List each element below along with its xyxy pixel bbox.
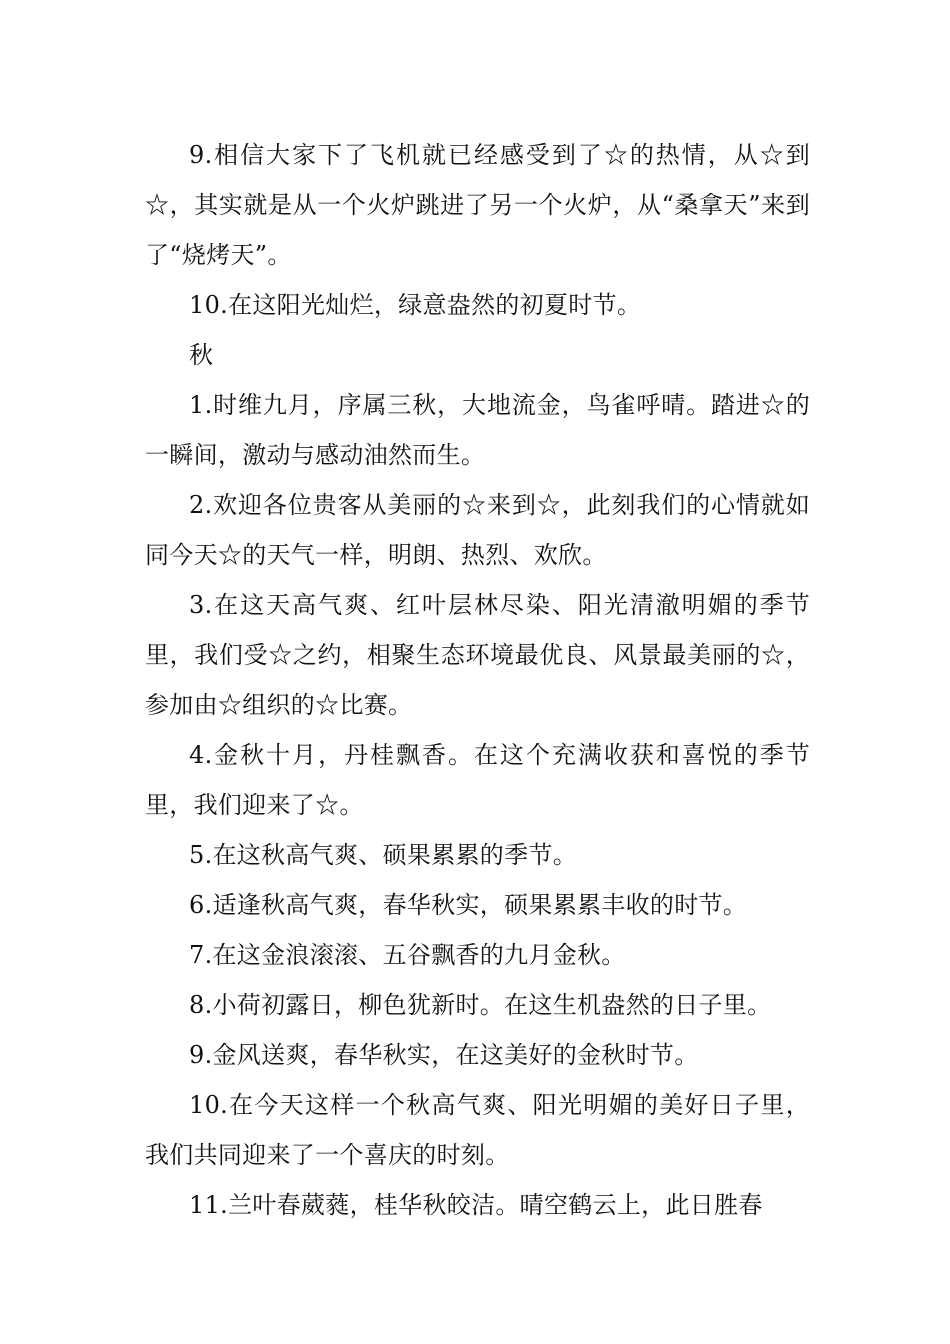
paragraph-10-summer: 10.在这阳光灿烂，绿意盎然的初夏时节。 (189, 291, 642, 319)
section-heading-autumn: 秋 (189, 341, 214, 369)
paragraph-6-autumn: 6.适逢秋高气爽，春华秋实，硕果累累丰收的时节。 (189, 891, 748, 919)
paragraph-4-autumn: 4.金秋十月，丹桂飘香。在这个充满收获和喜悦的季节里，我们迎来了☆。 (145, 741, 810, 819)
paragraph-8-autumn: 8.小荷初露日，柳色犹新时。在这生机盎然的日子里。 (189, 991, 772, 1019)
paragraph-9-summer: 9.相信大家下了飞机就已经感受到了☆的热情，从☆到☆，其实就是从一个火炉跳进了另一个火炉，从“桑拿天”来到了“烧烤天”。 (145, 141, 810, 269)
paragraph-9-autumn: 9.金风送爽，春华秋实，在这美好的金秋时节。 (189, 1041, 699, 1069)
document-body (145, 130, 810, 1230)
paragraph-3-autumn: 3.在这天高气爽、红叶层林尽染、阳光清澈明媚的季节里，我们受☆之约，相聚生态环境最优良、风景最美丽的☆，参加由☆组织的☆比赛。 (145, 591, 810, 719)
paragraph-10-autumn: 10.在今天这样一个秋高气爽、阳光明媚的美好日子里，我们共同迎来了一个喜庆的时刻。 (145, 1091, 810, 1169)
paragraph-2-autumn: 2.欢迎各位贵客从美丽的☆来到☆，此刻我们的心情就如同今天☆的天气一样，明朗、热烈、欢欣。 (145, 491, 810, 569)
paragraph-7-autumn: 7.在这金浪滚滚、五谷飘香的九月金秋。 (189, 941, 626, 969)
paragraph-1-autumn: 1.时维九月，序属三秋，大地流金，鸟雀呼晴。踏进☆的一瞬间，激动与感动油然而生。 (145, 391, 810, 469)
paragraph-11-autumn: 11.兰叶春葳蕤，桂华秋皎洁。晴空鹤云上，此日胜春 (189, 1191, 763, 1219)
paragraph-5-autumn: 5.在这秋高气爽、硕果累累的季节。 (189, 841, 577, 869)
